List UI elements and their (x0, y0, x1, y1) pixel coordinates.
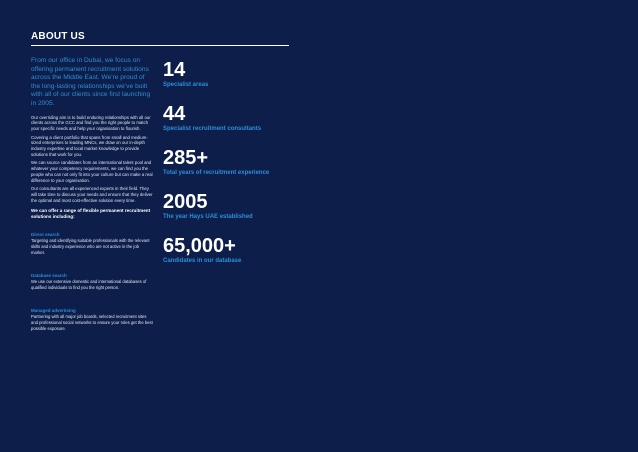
service-item (31, 232, 154, 255)
stat-label: Specialist recruitment consultants (163, 126, 262, 132)
page-title: ABOUT US (31, 31, 85, 42)
offer-heading: We can offer a range of flexible permanent recruitment solutions including: (31, 208, 151, 220)
stat-label: Total years of recruitment experience (163, 170, 270, 176)
stat-label: Specialist areas (163, 82, 209, 88)
stats-column (163, 60, 313, 280)
stat-value: 44 (163, 103, 186, 125)
stat-item (163, 148, 313, 177)
stat-value: 14 (163, 59, 186, 81)
intro-paragraph: From our office in Dubai, we focus on offering permanent recruitment solutions across the Middle East. We’re proud of the long-lasting relationships we’ve built with all of our clients since first launching in 2005. (31, 57, 151, 107)
about-text-column (31, 57, 154, 349)
service-title: Managed advertising (31, 308, 76, 314)
service-title: Direct search (31, 232, 60, 238)
body-paragraph: Our overriding aim is to build enduring relationships with all our clients across the GCC and find you the right people to match your specific needs and help your organisation to flourish. (31, 114, 151, 131)
stat-value: 2005 (163, 191, 208, 213)
stat-label: The year Hays UAE established (163, 214, 253, 220)
stat-item (163, 192, 313, 221)
stat-value: 65,000+ (163, 235, 236, 257)
service-item (31, 308, 154, 331)
stat-label: Candidates in our database (163, 258, 242, 264)
body-paragraph: We can source candidates from an international talent pool and whatever your competency requirements, we can find you the people who can not only fit into your culture but can make a real difference to your organisation. (31, 160, 153, 183)
body-paragraph: Covering a client portfolio that spans from small and medium-sized enterprises to leading MNCs, we draw on our in-depth industry expertise and local market knowledge to provide solutions that work for you. (31, 134, 148, 157)
body-paragraph: Our consultants are all experienced experts in their field. They will take time to discuss your needs and ensure that they deliver the optimal and most cost-effective solution every time. (31, 186, 153, 203)
service-title: Database search (31, 273, 67, 279)
service-description: Partnering with all major job boards, selected recruitment sites and professional social networks to ensure your roles get the best possible exposure. (31, 314, 153, 331)
title-divider (31, 45, 289, 46)
stat-item (163, 236, 313, 265)
service-description: Targeting and identifying suitable professionals with the relevant skills and industry experience who are not active in the job market. (31, 238, 150, 255)
stat-value: 285+ (163, 147, 209, 169)
stat-item (163, 60, 313, 89)
service-item (31, 273, 154, 290)
stat-item (163, 104, 313, 133)
service-description: We use our extensive domestic and international databases of qualified individuals to find you the right person. (31, 279, 147, 290)
